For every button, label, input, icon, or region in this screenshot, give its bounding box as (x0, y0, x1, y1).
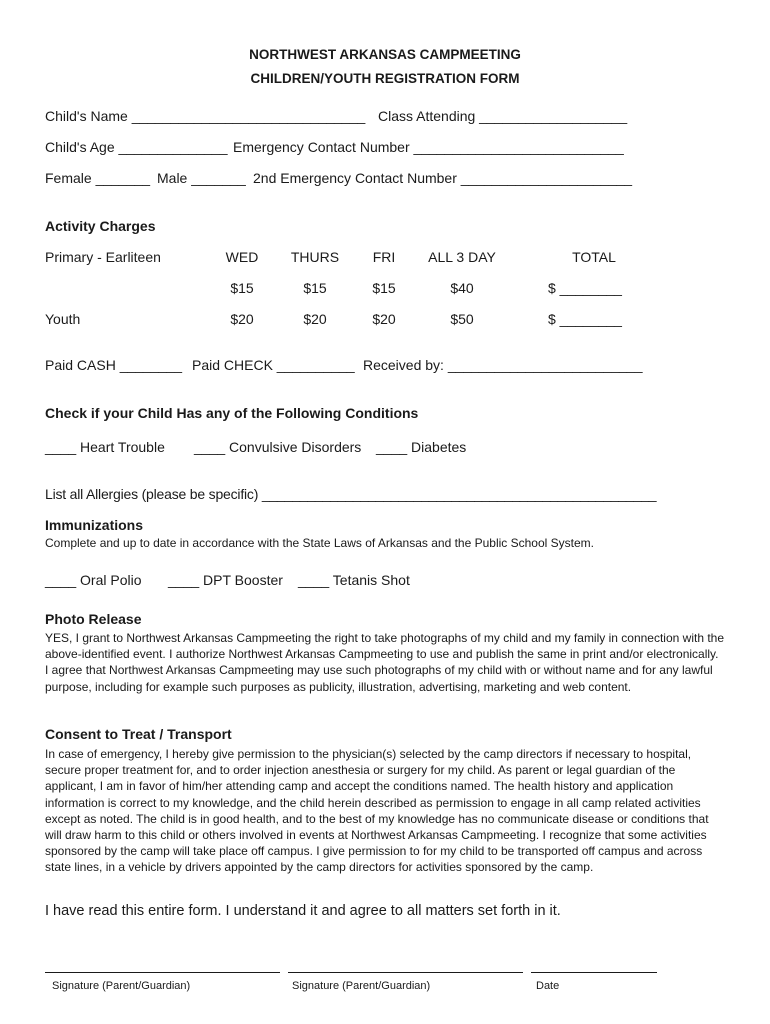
immunizations-note: Complete and up to date in accordance with the State Laws of Arkansas and the Public School System. (45, 536, 594, 550)
paid-cash-field[interactable]: Paid CASH ________ (45, 357, 182, 373)
primary-thurs-price: $15 (303, 280, 327, 296)
class-attending-field[interactable]: Class Attending ___________________ (378, 108, 628, 124)
activity-charges-heading: Activity Charges (45, 218, 156, 234)
immunizations-heading: Immunizations (45, 517, 144, 533)
primary-fri-price: $15 (372, 280, 396, 296)
paid-check-field[interactable]: Paid CHECK __________ (192, 357, 355, 373)
received-by-field[interactable]: Received by: _________________________ (363, 357, 643, 373)
female-field[interactable]: Female _______ (45, 170, 151, 186)
agreement-text: I have read this entire form. I understand it and agree to all matters set forth in it. (45, 903, 561, 919)
heart-trouble-checkbox[interactable]: ____ Heart Trouble (45, 439, 165, 455)
youth-wed-price: $20 (230, 311, 254, 327)
col-header-fri: FRI (372, 249, 396, 265)
dpt-booster-checkbox[interactable]: ____ DPT Booster (168, 572, 283, 588)
allergies-field[interactable]: List all Allergies (please be specific) ____________________________________________________ (45, 486, 657, 502)
consent-text: In case of emergency, I hereby give permission to the physician(s) selected by the camp directors if necessary to hospital, secure proper treatment for, and to order injection anesthesia or surgery for my child. As parent or legal guardian of the applicant, I am in favor of him/her attending camp and accept the conditions named. The health history and application information is correct to my knowledge, and the child herein described as permission to engage in all camp related activities except as noted. The child is in good health, and to the best of my knowledge has no communicate disease or conditions that will draw harm to this child or others involved in events at Northwest Arkansas Campmeeting. I recognize that some activities sponsored by the camp will take place off campus. I give permission to for my child to be transported off campus and across state lines, in a vehicle by drivers appointed by the camp directors for activities sponsored by the camp. (45, 747, 709, 875)
youth-all-price: $50 (450, 311, 474, 327)
convulsive-disorders-checkbox[interactable]: ____ Convulsive Disorders (194, 439, 362, 455)
form-title-line1: NORTHWEST ARKANSAS CAMPMEETING (249, 47, 521, 62)
photo-release-text: YES, I grant to Northwest Arkansas Campmeeting the right to take photographs of my child and my family in connection with the above-identified event. I authorize Northwest Arkansas Campmeeting to use and publish the same in print and/or electronically. I agree that Northwest Arkansas Campmeeting may use such photographs of my child with or without name and for any lawful purpose, including for example such purposes as publicity, illustration, advertising, marketing and web content. (45, 631, 725, 694)
col-header-thurs: THURS (290, 249, 340, 265)
youth-label: Youth (45, 311, 81, 327)
youth-total-field[interactable]: $ ________ (548, 311, 622, 327)
childs-name-field[interactable]: Child's Name ______________________________ (45, 108, 366, 124)
signature-label-1: Signature (Parent/Guardian) (52, 980, 191, 992)
consent-heading: Consent to Treat / Transport (45, 726, 232, 742)
youth-fri-price: $20 (372, 311, 396, 327)
col-header-wed: WED (225, 249, 259, 265)
primary-wed-price: $15 (230, 280, 254, 296)
tetanus-shot-checkbox[interactable]: ____ Tetanis Shot (298, 572, 410, 588)
diabetes-checkbox[interactable]: ____ Diabetes (376, 439, 467, 455)
childs-age-field[interactable]: Child's Age ______________ (45, 139, 228, 155)
primary-all-price: $40 (450, 280, 474, 296)
second-emergency-contact-field[interactable]: 2nd Emergency Contact Number ______________________ (253, 170, 633, 186)
col-header-all-3-day: ALL 3 DAY (428, 249, 496, 265)
signature-line-1[interactable] (45, 972, 280, 973)
date-line[interactable] (531, 972, 657, 973)
emergency-contact-field[interactable]: Emergency Contact Number ___________________________ (233, 139, 624, 155)
signature-line-2[interactable] (288, 972, 523, 973)
conditions-heading: Check if your Child Has any of the Following Conditions (45, 405, 419, 421)
photo-release-heading: Photo Release (45, 611, 142, 627)
signature-label-2: Signature (Parent/Guardian) (292, 980, 431, 992)
date-label: Date (536, 980, 560, 992)
col-header-total: TOTAL (572, 249, 616, 265)
form-title-line2: CHILDREN/YOUTH REGISTRATION FORM (250, 71, 520, 86)
oral-polio-checkbox[interactable]: ____ Oral Polio (45, 572, 142, 588)
youth-thurs-price: $20 (303, 311, 327, 327)
primary-earliteen-label: Primary - Earliteen (45, 249, 161, 265)
primary-total-field[interactable]: $ ________ (548, 280, 622, 296)
male-field[interactable]: Male _______ (157, 170, 246, 186)
